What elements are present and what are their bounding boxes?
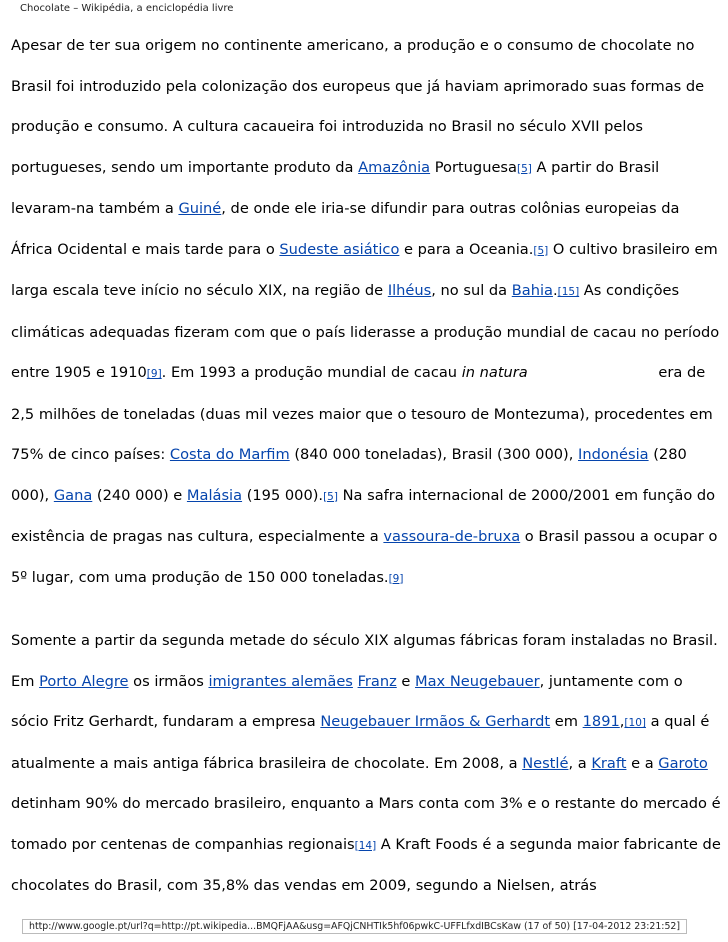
text-run: a qual é atualmente a mais antiga fábrica brasileira de chocolate. Em 2008, a [11, 713, 710, 772]
citation-link[interactable]: [5] [323, 490, 338, 503]
text-run: (240 000) e [92, 486, 187, 504]
article-link[interactable]: Max Neugebauer [415, 672, 540, 690]
paragraph-production [11, 26, 723, 599]
text-run: (195 000). [242, 486, 324, 504]
paragraph-factories [11, 621, 723, 907]
page-footer-url: http://www.google.pt/url?q=http://pt.wikipedia...BMQFjAA&usg=AFQjCNHTIk5hf06pwkC-UFFLfxdIBCsKaw (17 of 50) [17-04-2012 23:21:52] [22, 919, 687, 934]
text-run: e para a Oceania. [399, 240, 534, 258]
citation-link[interactable]: [9] [388, 572, 404, 585]
text-run: A Kraft Foods é a segunda maior fabricante de chocolates do Brasil, com 35,8% das vendas em 2009, segundo a Nielsen, atrás [11, 835, 721, 894]
article-link[interactable]: Costa do Marfim [169, 446, 290, 463]
text-run: detinham 90% do mercado brasileiro, enquanto a Mars conta com 3% e o restante do mercado é tomado por centenas de companhias regionais [11, 795, 721, 853]
article-link[interactable]: Nestlé [522, 754, 569, 772]
text-run: (840 000 toneladas), Brasil (300 000), [289, 446, 579, 463]
text-run: Portuguesa [430, 158, 517, 176]
article-link[interactable]: Kraft [591, 754, 627, 772]
text-run: , a [568, 754, 592, 772]
text-run: As condições climáticas adequadas fizeram com que o país liderasse a produção mundial de cacau no período entre 1905 e 1910 [11, 282, 720, 381]
article-link[interactable]: 1891 [582, 713, 620, 730]
article-link[interactable]: Gana [53, 486, 93, 504]
article-link[interactable]: Sudeste asiático [279, 240, 400, 258]
article-link[interactable]: Neugebauer Irmãos & Gerhardt [320, 713, 551, 730]
article-link[interactable]: Malásia [186, 486, 243, 504]
text-run: . Em 1993 a produção mundial de cacau [161, 364, 462, 381]
article-link[interactable]: Ilhéus [387, 282, 432, 299]
text-run: Somente a partir da segunda metade do século XIX algumas fábricas foram instaladas no Brasil. Em [11, 632, 718, 690]
text-run: , juntamente com o sócio Fritz Gerhardt, fundaram a empresa [11, 672, 683, 730]
text-run: e [396, 672, 416, 690]
text-run: era de 2,5 milhões de toneladas (duas mil vezes maior que o tesouro de Montezuma), procedentes em 75% de cinco países: [11, 364, 713, 463]
citation-link[interactable]: [9] [146, 368, 162, 380]
text-run: , no sul da [431, 282, 512, 299]
article-link[interactable]: vassoura-de-bruxa [383, 528, 521, 545]
text-run: Apesar de ter sua origem no continente americano, a produção e o consumo de chocolate no Brasil foi introduzido pela colonização dos europeus que já haviam aprimorado suas formas de produção e consumo. A cultura cacaueira foi introduzida no Brasil no século XVII pelos portugueses, sendo um importante produto da [11, 37, 705, 176]
text-run: os irmãos [128, 672, 209, 690]
article-link[interactable]: Bahia [511, 282, 553, 299]
article-link[interactable]: Guiné [178, 200, 222, 217]
text-run: o Brasil passou a ocupar o 5º lugar, com uma produção de 150 000 toneladas. [11, 528, 718, 586]
text-run: O cultivo brasileiro em larga escala teve início no século XIX, na região de [11, 240, 718, 299]
article-link[interactable]: Amazônia [358, 158, 431, 176]
citation-link[interactable]: [5] [516, 162, 532, 175]
page-header-title: Chocolate – Wikipédia, a enciclopédia livre [20, 3, 234, 14]
citation-link[interactable]: [15] [557, 286, 580, 298]
text-run: Na safra internacional de 2000/2001 em função do existência de pragas nas cultura, especialmente a [11, 486, 716, 545]
text-run: em [550, 713, 583, 730]
text-run: , [619, 713, 625, 730]
italic-text: in natura [461, 364, 528, 381]
article-link[interactable]: Franz [357, 672, 397, 690]
citation-link[interactable]: [5] [533, 244, 549, 257]
article-body [11, 26, 723, 907]
article-link[interactable]: Garoto [658, 754, 708, 772]
article-link[interactable]: Porto Alegre [39, 672, 129, 690]
citation-link[interactable]: [10] [624, 717, 646, 729]
text-run: A partir do Brasil levaram-na também a [11, 158, 660, 217]
text-run: (280 000), [11, 446, 687, 504]
text-run: . [552, 282, 558, 299]
article-link[interactable]: imigrantes alemães [208, 672, 353, 690]
text-run: e a [626, 754, 659, 772]
article-link[interactable]: Indonésia [578, 446, 649, 463]
citation-link[interactable]: [14] [354, 839, 377, 852]
text-run: , de onde ele iria-se difundir para outras colônias europeias da África Ocidental e mais tarde para o [11, 200, 680, 258]
